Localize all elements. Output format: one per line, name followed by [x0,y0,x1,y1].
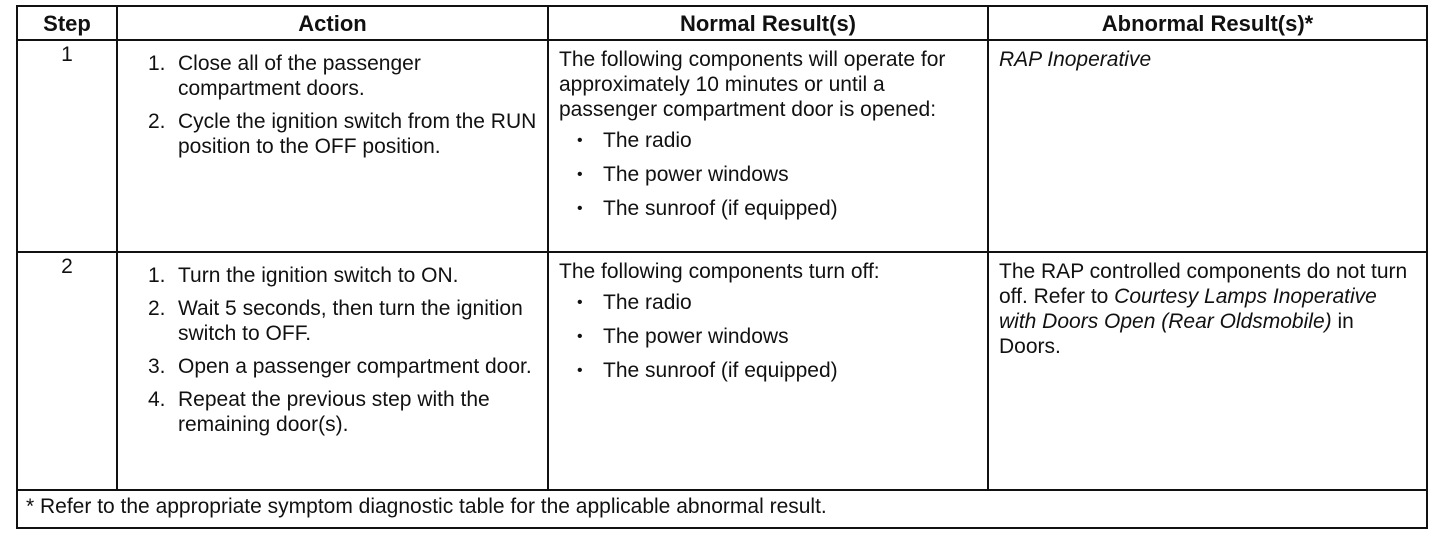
normal-result-intro: The following components turn off: [559,260,880,283]
abnormal-result-text: The RAP controlled components do not turn off. Refer to [999,260,1408,308]
footnote-row [17,490,1427,528]
header-abnormal-results: Abnormal Result(s)* [988,6,1427,40]
list-item [577,358,977,383]
table-row [17,40,1427,252]
list-item [577,162,977,187]
bullet-icon: • [577,362,583,379]
list-item-text: The radio [603,129,692,152]
step-number: 2 [17,252,117,490]
list-item [577,290,977,315]
action-cell [117,40,548,252]
list-item-text: The power windows [603,163,789,186]
diagnostic-table [16,5,1428,529]
list-item-text: The radio [603,291,692,314]
list-item-text: The power windows [603,325,789,348]
action-list [128,51,537,159]
abnormal-result-reference: Courtesy Lamps Inoperative with Doors Open (Rear Oldsmobile) [999,285,1377,333]
list-item-text: The sunroof (if equipped) [603,359,838,382]
list-item-text: Close all of the passenger compartment doors. [178,52,421,100]
list-item-text: Turn the ignition switch to ON. [178,264,459,287]
list-item-number: 3. [148,355,166,378]
header-step: Step [17,6,117,40]
header-normal-results: Normal Result(s) [548,6,988,40]
bullet-icon: • [577,294,583,311]
bullet-icon: • [577,132,583,149]
list-item-text: Open a passenger compartment door. [178,355,532,378]
abnormal-result-text-end: in Doors. [999,310,1354,358]
diagnostic-table-container [16,5,1428,529]
abnormal-result-text: RAP Inoperative [999,48,1152,71]
normal-result-intro: The following components will operate for approximately 10 minutes or until a passenger compartment door is opened: [559,48,946,121]
table-row [17,252,1427,490]
abnormal-result-cell [988,40,1427,252]
list-item [148,51,537,101]
action-cell [117,252,548,490]
action-list [128,263,537,437]
list-item-text: The sunroof (if equipped) [603,197,838,220]
list-item-text: Cycle the ignition switch from the RUN position to the OFF position. [178,110,537,158]
header-action: Action [117,6,548,40]
list-item-number: 4. [148,388,166,411]
bullet-list [559,290,977,383]
list-item [577,196,977,221]
bullet-icon: • [577,200,583,217]
list-item [148,109,537,159]
list-item-number: 2. [148,110,166,133]
bullet-icon: • [577,328,583,345]
step-number: 1 [17,40,117,252]
footnote: * Refer to the appropriate symptom diagnostic table for the applicable abnormal result. [17,490,1427,528]
list-item [148,387,537,437]
bullet-list [559,128,977,221]
header-row [17,6,1427,40]
list-item-number: 1. [148,264,166,287]
list-item [577,128,977,153]
list-item-text: Repeat the previous step with the remaining door(s). [178,388,490,436]
list-item-text: Wait 5 seconds, then turn the ignition switch to OFF. [178,297,523,345]
bullet-icon: • [577,166,583,183]
list-item [148,354,537,379]
list-item [148,296,537,346]
normal-result-cell [548,252,988,490]
list-item [148,263,537,288]
normal-result-cell [548,40,988,252]
list-item [577,324,977,349]
list-item-number: 1. [148,52,166,75]
abnormal-result-cell [988,252,1427,490]
list-item-number: 2. [148,297,166,320]
